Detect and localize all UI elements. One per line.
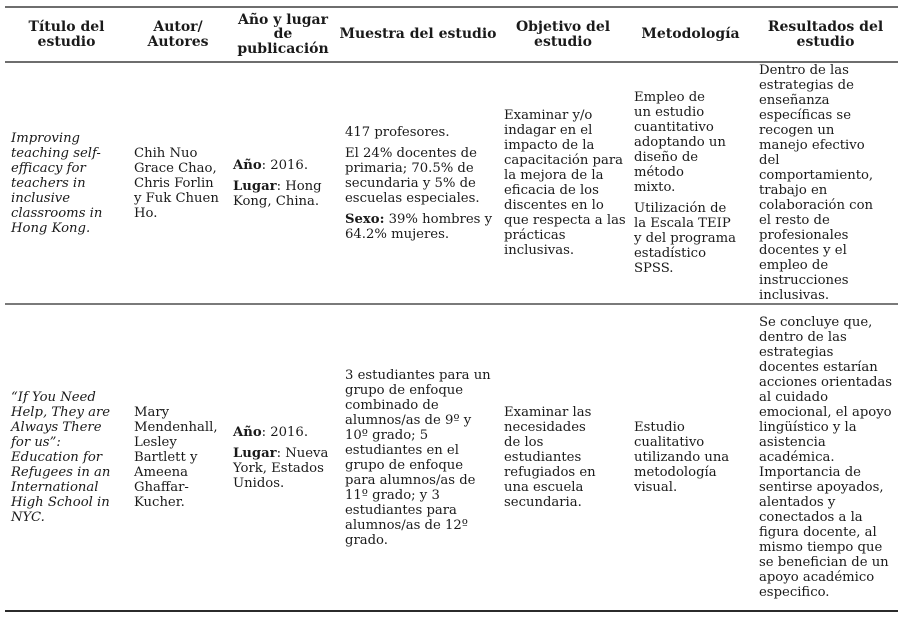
cell-anio-lugar (233, 63, 335, 303)
header-muestra (338, 8, 498, 61)
study-results: Dentro de las estrategias de enseñanza específicas se recogen un manejo efectivo del comportamiento, trabajo en colaboración con el resto de profesionales docentes y el empleo de instrucciones inclusivas. (759, 63, 874, 303)
cell-metodologia (634, 63, 752, 303)
header-titulo (5, 8, 128, 61)
sample-text: 417 profesores. (345, 124, 450, 140)
header-resultados (753, 8, 898, 61)
cell-resultados (759, 305, 899, 610)
year-value: : 2016. (261, 157, 309, 173)
header-metodologia (628, 8, 753, 61)
year-value: : 2016. (261, 424, 309, 440)
sample-text: 3 estudiantes para un grupo de enfoque combinado de alumnos/as de 9º y 10º grado; 5 estudiantes en el grupo de enfoque para alumnos/as de 11º grado; y 3 estudiantes para alumnos/as de 12º grado. (345, 367, 491, 548)
study-title: “If You Need Help, They are Always There for us”: Education for Refugees in an International High School in NYC. (11, 390, 111, 525)
cell-autores (134, 305, 226, 610)
method-paragraph: Estudio cualitativo utilizando una metodología visual. (634, 420, 730, 495)
sample-line (345, 146, 497, 206)
header-label: Objetivo del estudio (515, 19, 611, 50)
table-bottom-rule (5, 610, 898, 612)
cell-muestra (345, 305, 497, 610)
study-title: Improving teaching self-efficacy for teachers in inclusive classrooms in Hong Kong. (11, 130, 103, 236)
cell-muestra (345, 63, 497, 303)
year-label: Año (233, 424, 262, 440)
header-objetivo (498, 8, 628, 61)
cell-anio-lugar (233, 305, 335, 610)
study-objective: Examinar las necesidades de los estudiantes refugiados en una escuela secundaria. (504, 405, 596, 510)
place-value: : Nueva York, Estados Unidos. (233, 445, 329, 491)
cell-metodologia (634, 305, 752, 610)
sample-label: Sexo: (345, 211, 385, 227)
header-label: Metodología (641, 26, 740, 43)
sample-line (345, 212, 497, 242)
header-autores (128, 8, 228, 61)
sample-text: El 24% docentes de primaria; 70.5% de secundaria y 5% de escuelas especiales. (345, 145, 480, 206)
place-label: Lugar (233, 445, 277, 461)
cell-objetivo (504, 63, 628, 303)
place-line (233, 179, 325, 209)
study-results: Se concluye que, dentro de las estrategias docentes estarían acciones orientadas al cuidado emocional, el apoyo lingüístico y la asistencia académica. Importancia de sentirse apoyados, alentados y conectados a la figura docente, al mismo tiempo que se benefician de un apoyo académico especifico. (759, 315, 893, 600)
header-label: Muestra del estudio (339, 26, 497, 43)
cell-titulo (11, 63, 127, 303)
study-objective: Examinar y/o indagar en el impacto de la capacitación para la mejora de la eficacia de los discentes en lo que respecta a las prácticas inclusivas. (504, 108, 626, 258)
header-label: Resultados del estudio (767, 19, 884, 50)
year-label: Año (233, 157, 262, 173)
year-line (233, 158, 335, 173)
header-label: Año y lugar de publicación (237, 11, 329, 57)
method-paragraph: Empleo de un estudio cuantitativo adoptando un diseño de método mixto. (634, 90, 726, 195)
study-authors: Chih Nuo Grace Chao, Chris Forlin y Fuk Chuen Ho. (134, 145, 219, 221)
sample-text: 39% hombres y 64.2% mujeres. (345, 211, 493, 242)
cell-titulo (11, 305, 127, 610)
header-anio-lugar (228, 8, 338, 61)
cell-autores (134, 63, 226, 303)
place-value: : Hong Kong, China. (233, 178, 322, 209)
method-paragraph: Utilización de la Escala TEIP y del programa estadístico SPSS. (634, 201, 736, 276)
cell-resultados (759, 63, 899, 303)
place-line (233, 446, 329, 491)
header-label: Autor/ Autores (147, 19, 209, 50)
sample-line (345, 368, 493, 548)
cell-objetivo (504, 305, 628, 610)
sample-line (345, 125, 497, 140)
header-label: Título del estudio (28, 19, 105, 50)
year-line (233, 425, 335, 440)
place-label: Lugar (233, 178, 277, 194)
study-authors: Mary Mendenhall, Lesley Bartlett y Ameena Ghaffar-Kucher. (134, 405, 218, 510)
